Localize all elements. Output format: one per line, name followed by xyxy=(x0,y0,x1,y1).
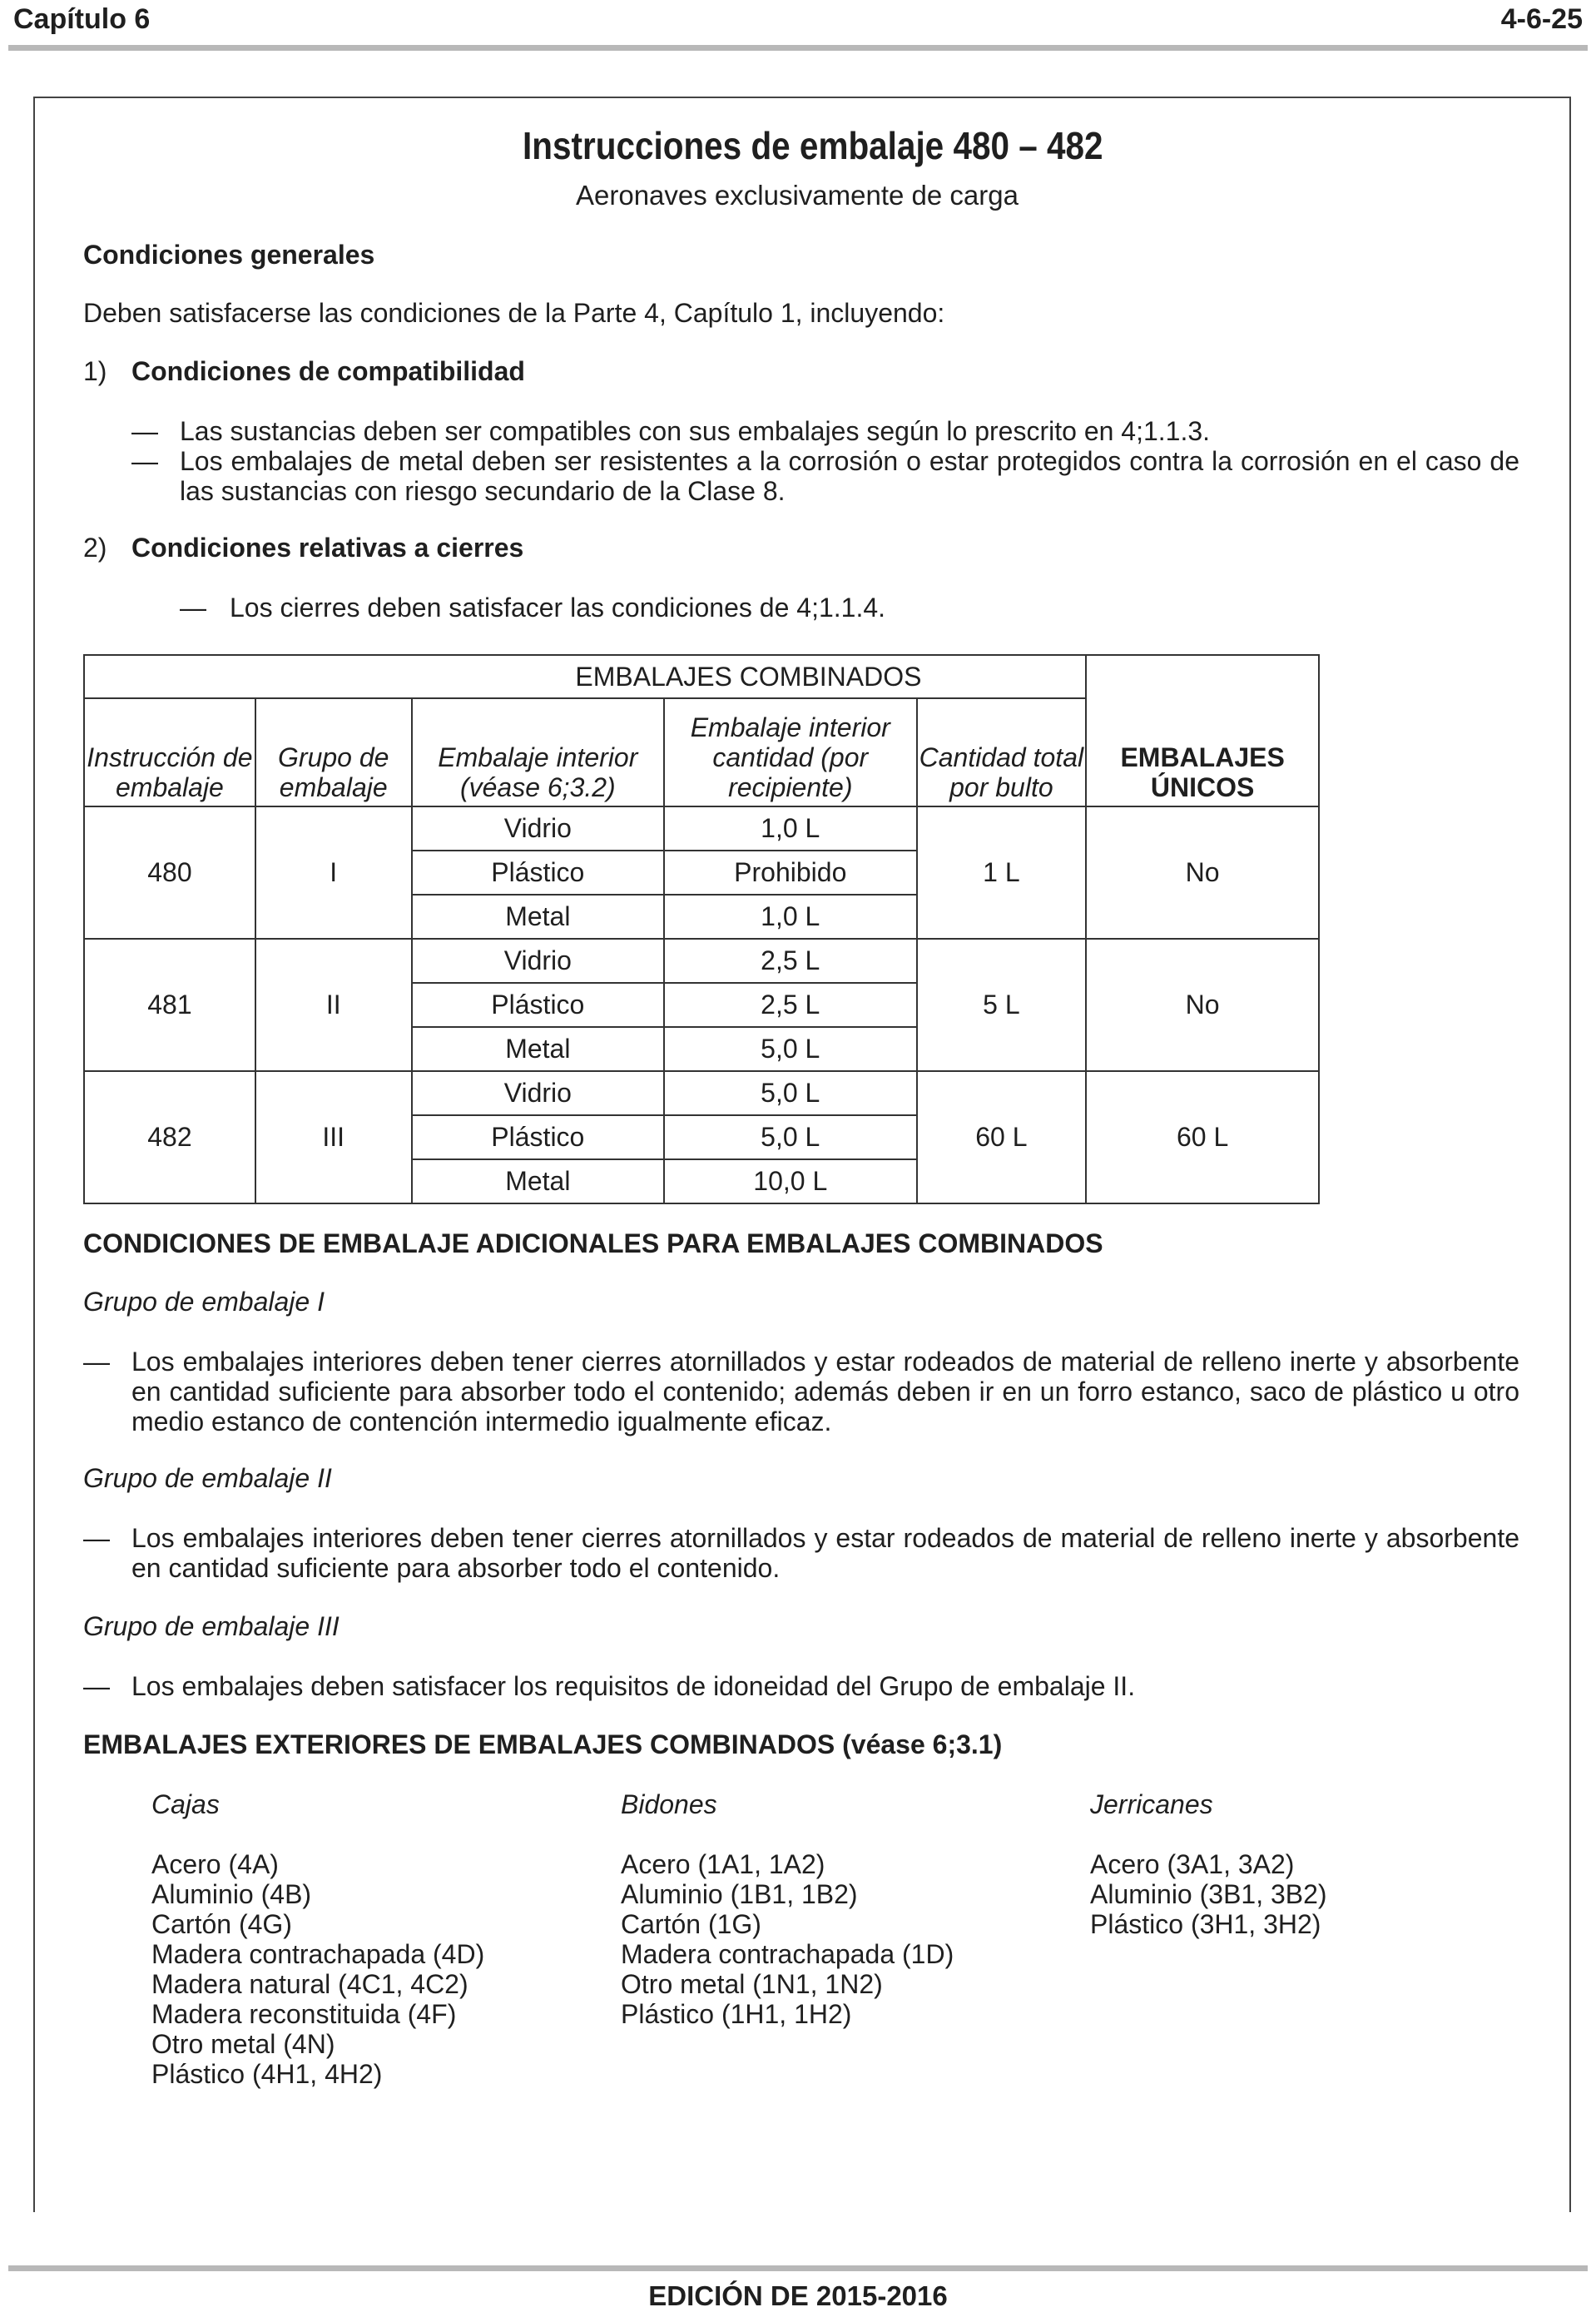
qty-cell: 1,0 L xyxy=(664,895,916,939)
qty-cell: 5,0 L xyxy=(664,1071,916,1115)
inner-cell: Vidrio xyxy=(412,806,664,851)
list-item: Cartón (4G) xyxy=(151,1909,292,1939)
dash-marker: — xyxy=(180,593,206,623)
list-item: Plástico (3H1, 3H2) xyxy=(1090,1909,1321,1939)
list-item: Aluminio (4B) xyxy=(151,1879,312,1909)
list-item: Acero (3A1, 3A2) xyxy=(1090,1849,1295,1879)
item2-number: 2) xyxy=(83,533,107,563)
list-item: Plástico (1H1, 1H2) xyxy=(621,1999,852,2029)
col-header-qty: Embalaje interior cantidad (por recipiente) xyxy=(664,698,916,806)
qty-cell: 2,5 L xyxy=(664,983,916,1027)
table-row xyxy=(84,939,1319,983)
inner-cell: Plástico xyxy=(412,983,664,1027)
dash-marker: — xyxy=(83,1347,110,1377)
qty-cell: 10,0 L xyxy=(664,1159,916,1203)
page-number: 4-6-25 xyxy=(1500,3,1583,35)
group-iii-label: Grupo de embalaje III xyxy=(83,1611,340,1641)
column-title: Jerricanes xyxy=(1090,1789,1213,1819)
qty-cell: 5,0 L xyxy=(664,1115,916,1159)
total-cell: 60 L xyxy=(917,1071,1087,1203)
total-cell: 5 L xyxy=(917,939,1087,1071)
qty-cell: 5,0 L xyxy=(664,1027,916,1071)
list-item: Aluminio (3B1, 3B2) xyxy=(1090,1879,1327,1909)
group-iii-text: Los embalajes deben satisfacer los requisitos de idoneidad del Grupo de embalaje II. xyxy=(131,1671,1136,1701)
outer-heading: EMBALAJES EXTERIORES DE EMBALAJES COMBINADOS (véase 6;3.1) xyxy=(83,1729,1003,1759)
inner-cell: Metal xyxy=(412,1027,664,1071)
instruction-cell: 480 xyxy=(84,806,255,939)
dash-marker: — xyxy=(83,1523,110,1553)
total-cell: 1 L xyxy=(917,806,1087,939)
group-i-label: Grupo de embalaje I xyxy=(83,1287,325,1317)
inner-cell: Vidrio xyxy=(412,939,664,983)
group-cell: II xyxy=(255,939,412,1071)
general-heading: Condiciones generales xyxy=(83,240,375,270)
instruction-cell: 481 xyxy=(84,939,255,1071)
list-item: Aluminio (1B1, 1B2) xyxy=(621,1879,858,1909)
outer-column-drums xyxy=(621,1789,954,2029)
list-item: Acero (4A) xyxy=(151,1849,279,1879)
list-item: Cartón (1G) xyxy=(621,1909,761,1939)
outer-column-jerricans xyxy=(1090,1789,1327,1939)
inner-cell: Vidrio xyxy=(412,1071,664,1115)
list-item: Madera contrachapada (4D) xyxy=(151,1939,485,1969)
column-title: Bidones xyxy=(621,1789,717,1819)
list-item: Madera natural (4C1, 4C2) xyxy=(151,1969,468,1999)
page-title: Instrucciones de embalaje 480 – 482 xyxy=(523,124,1103,167)
packing-table xyxy=(83,654,1320,1204)
inner-cell: Metal xyxy=(412,895,664,939)
single-cell: No xyxy=(1086,806,1319,939)
single-cell: No xyxy=(1086,939,1319,1071)
col-header-group: Grupo de embalaje xyxy=(255,698,412,806)
col-header-total: Cantidad total por bulto xyxy=(917,698,1087,806)
col-header-inner: Embalaje interior (véase 6;3.2) xyxy=(412,698,664,806)
inner-cell: Metal xyxy=(412,1159,664,1203)
list-item: Otro metal (4N) xyxy=(151,2029,335,2059)
list-item: Plástico (4H1, 4H2) xyxy=(151,2059,383,2089)
group-ii-label: Grupo de embalaje II xyxy=(83,1463,332,1493)
inner-cell: Plástico xyxy=(412,1115,664,1159)
combined-packagings-header: EMBALAJES COMBINADOS xyxy=(412,655,1087,698)
instruction-cell: 482 xyxy=(84,1071,255,1203)
edition-footer: EDICIÓN DE 2015-2016 xyxy=(648,2280,948,2311)
item1-heading: Condiciones de compatibilidad xyxy=(131,356,525,386)
col-header-instruction: Instrucción de embalaje xyxy=(84,698,255,806)
qty-cell: 2,5 L xyxy=(664,939,916,983)
dash-marker: — xyxy=(131,446,158,476)
single-cell: 60 L xyxy=(1086,1071,1319,1203)
additional-heading: CONDICIONES DE EMBALAJE ADICIONALES PARA EMBALAJES COMBINADOS xyxy=(83,1228,1103,1258)
item2-bullet-1: Los cierres deben satisfacer las condiciones de 4;1.1.4. xyxy=(230,593,886,623)
item1-bullet-2: Los embalajes de metal deben ser resistentes a la corrosión o estar protegidos contra la corrosión en el caso de las sustancias con riesgo secundario de la Clase 8. xyxy=(180,446,1519,506)
list-item: Madera contrachapada (1D) xyxy=(621,1939,954,1969)
list-item: Otro metal (1N1, 1N2) xyxy=(621,1969,883,1999)
header-rule xyxy=(8,45,1588,51)
group-cell: III xyxy=(255,1071,412,1203)
general-intro: Deben satisfacerse las condiciones de la Parte 4, Capítulo 1, incluyendo: xyxy=(83,298,945,328)
item2-heading: Condiciones relativas a cierres xyxy=(131,533,524,563)
inner-cell: Plástico xyxy=(412,851,664,895)
group-i-text: Los embalajes interiores deben tener cierres atornillados y estar rodeados de material de relleno inerte y absorbente en cantidad suficiente para absorber todo el contenido; además deben ir en un forro estanco, saco de plástico u otro medio estanco de contención intermedio igualmente eficaz. xyxy=(131,1347,1519,1436)
table-row xyxy=(84,1071,1319,1115)
table-row xyxy=(84,806,1319,851)
chapter-label: Capítulo 6 xyxy=(13,3,151,35)
footer-rule xyxy=(8,2265,1588,2271)
list-item: Acero (1A1, 1A2) xyxy=(621,1849,825,1879)
qty-cell: Prohibido xyxy=(664,851,916,895)
col-header-single: EMBALAJES ÚNICOS xyxy=(1086,698,1319,806)
item1-bullet-1: Las sustancias deben ser compatibles con sus embalajes según lo prescrito en 4;1.1.3. xyxy=(180,416,1211,446)
list-item: Madera reconstituida (4F) xyxy=(151,1999,457,2029)
qty-cell: 1,0 L xyxy=(664,806,916,851)
outer-column-boxes xyxy=(151,1789,484,2089)
group-cell: I xyxy=(255,806,412,939)
item1-number: 1) xyxy=(83,356,107,386)
group-ii-text: Los embalajes interiores deben tener cierres atornillados y estar rodeados de material de relleno inerte y absorbente en cantidad suficiente para absorber todo el contenido. xyxy=(131,1523,1519,1583)
dash-marker: — xyxy=(131,416,158,446)
dash-marker: — xyxy=(83,1671,110,1701)
column-title: Cajas xyxy=(151,1789,220,1819)
page-subtitle: Aeronaves exclusivamente de carga xyxy=(576,180,1019,211)
